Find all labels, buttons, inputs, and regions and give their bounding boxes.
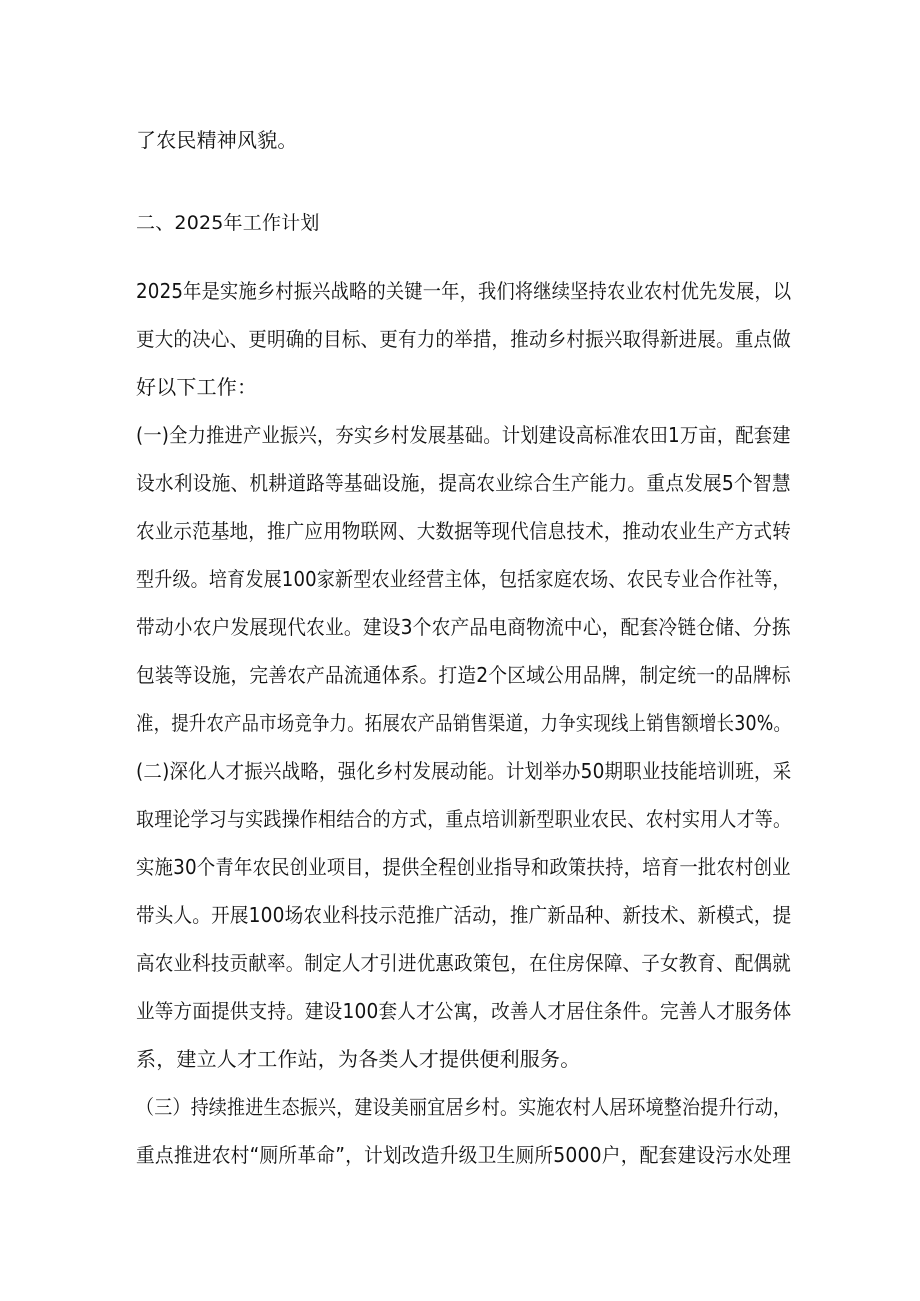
paragraph-line-15: 实施30个青年农民创业项目，提供全程创业指导和政策扶持，培育一批农村创业 xyxy=(136,855,791,879)
paragraph-line-8: 农业示范基地，推广应用物联网、大数据等现代信息技术，推动农业生产方式转 xyxy=(136,519,791,543)
paragraph-line-14: 取理论学习与实践操作相结合的方式，重点培训新型职业农民、农村实用人才等。 xyxy=(136,807,792,831)
paragraph-line-6: (一)全力推进产业振兴，夯实乡村发展基础。计划建设高标准农田1万亩，配套建 xyxy=(136,423,791,447)
paragraph-line-13: (二)深化人才振兴战略，强化乡村发展动能。计划举办50期职业技能培训班，采 xyxy=(136,759,792,783)
paragraph-line-5: 好以下工作： xyxy=(136,375,258,399)
paragraph-line-20: （三）持续推进生态振兴，建设美丽宜居乡村。实施农村人居环境整治提升行动， xyxy=(136,1095,792,1119)
paragraph-line-4: 更大的决心、更明确的目标、更有力的举措，推动乡村振兴取得新进展。重点做 xyxy=(136,327,791,351)
paragraph-line-9: 型升级。培育发展100家新型农业经营主体，包括家庭农场、农民专业合作社等， xyxy=(136,567,791,591)
paragraph-line-18: 业等方面提供支持。建设100套人才公寓，改善人才居住条件。完善人才服务体 xyxy=(136,999,792,1023)
paragraph-line-19: 系，建立人才工作站，为各类人才提供便利服务。 xyxy=(136,1047,581,1071)
paragraph-line-16: 带头人。开展100场农业科技示范推广活动，推广新品种、新技术、新模式，提 xyxy=(136,903,792,927)
paragraph-line-1: 了农民精神风貌。 xyxy=(136,128,298,152)
paragraph-line-3: 2025年是实施乡村振兴战略的关键一年，我们将继续坚持农业农村优先发展，以 xyxy=(136,279,792,303)
paragraph-line-12: 准，提升农产品市场竞争力。拓展农产品销售渠道，力争实现线上销售额增长30%。 xyxy=(136,711,792,735)
section-heading: 二、2025年工作计划 xyxy=(136,212,320,234)
paragraph-line-17: 高农业科技贡献率。制定人才引进优惠政策包，在住房保障、子女教育、配偶就 xyxy=(136,951,791,975)
paragraph-line-21: 重点推进农村“厕所革命”，计划改造升级卫生厕所5000户，配套建设污水处理 xyxy=(136,1143,792,1167)
paragraph-line-7: 设水利设施、机耕道路等基础设施，提高农业综合生产能力。重点发展5个智慧 xyxy=(136,471,791,495)
paragraph-line-10: 带动小农户发展现代农业。建设3个农产品电商物流中心，配套冷链仓储、分拣 xyxy=(136,615,791,639)
paragraph-line-11: 包装等设施，完善农产品流通体系。打造2个区域公用品牌，制定统一的品牌标 xyxy=(136,663,791,687)
